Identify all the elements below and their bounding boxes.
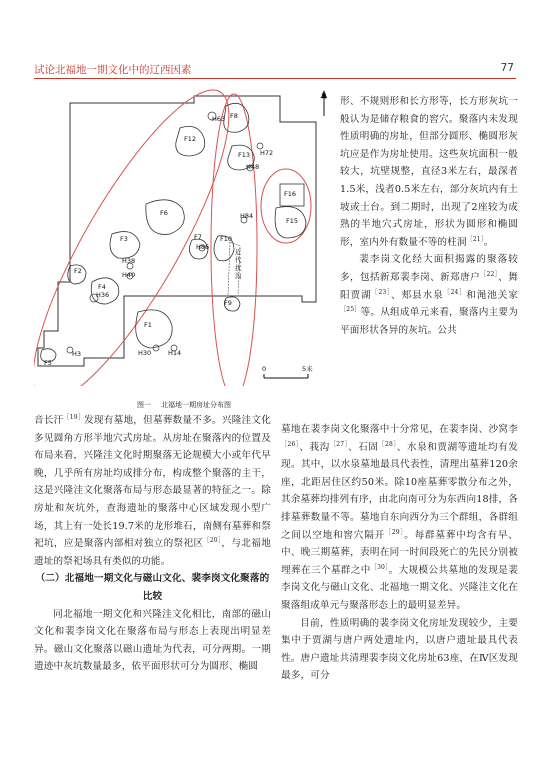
- label-h72: H72: [260, 149, 274, 157]
- label-h40: H40: [122, 271, 136, 279]
- label-f7: F7: [194, 233, 202, 241]
- h30-pit: [153, 345, 159, 351]
- running-header: [34, 58, 516, 78]
- caption-text: 北福地一期房址分布图: [161, 401, 231, 409]
- citation-ref: ［26］: [281, 440, 300, 448]
- citation-ref: ［19］: [63, 413, 85, 421]
- label-f16: F16: [284, 190, 297, 198]
- label-f13: F13: [238, 151, 251, 159]
- text-run: 、莪沟: [299, 441, 330, 453]
- f1-outline: [136, 310, 172, 348]
- label-f15: F15: [286, 217, 299, 225]
- label-modern-ditch: 近代扰沟: [235, 248, 242, 280]
- citation-ref: ［23］: [371, 288, 392, 296]
- right-paragraph-3: [281, 421, 518, 615]
- citation-ref: ［25］: [340, 305, 361, 313]
- header-rule: [34, 78, 516, 79]
- label-f12: F12: [184, 135, 197, 143]
- f6-outline: [146, 200, 184, 235]
- left-paragraph-1: [34, 412, 271, 570]
- citation-ref: ［22］: [480, 270, 499, 278]
- citation-ref: ［28］: [378, 440, 397, 448]
- right-column-bottom: [281, 421, 518, 685]
- text-run: ，与北福地遗址的祭祀场具有类似的功能。: [34, 538, 271, 567]
- label-h48: H48: [246, 163, 260, 171]
- text-run: 裴李岗文化经大面积揭露的聚落较多，包括新郑裴李岗、新郑唐户: [340, 254, 518, 283]
- label-f10: F10: [220, 235, 233, 243]
- label-h3: H3: [72, 350, 82, 358]
- scale-label-0: 0: [262, 365, 267, 373]
- label-f6: F6: [160, 209, 168, 217]
- caption-figure-number: 图一: [137, 401, 151, 409]
- label-h84: H84: [240, 212, 254, 220]
- page-number: 77: [500, 62, 514, 74]
- label-h38: H38: [122, 257, 136, 265]
- text-run: 、石固: [348, 441, 379, 453]
- figure-caption: [34, 400, 334, 410]
- text-run: 、水泉和贾湖等遗址均有发现。其中，以水泉墓地最具代表性，清理出墓葬120余座，北距居住区约50米。除10座墓葬零散分布之外，其余墓葬均排列有序，由北向南可分为东西向18排，各排墓葬数量不等。墓地自东向西分为三个群组，各群组之间以空地和窖穴隔开: [281, 441, 518, 541]
- north-label: 北: [320, 92, 327, 100]
- site-plan-drawing: [34, 86, 334, 386]
- label-f5: F5: [44, 359, 52, 367]
- running-title: 试论北福地一期文化中的辽西因素: [34, 64, 192, 76]
- text-run: 墓地在裴李岗文化聚落中十分常见，在裴李岗、沙窝李: [281, 424, 518, 435]
- label-h36: H36: [96, 291, 110, 299]
- citation-ref: ［27］: [329, 440, 349, 448]
- group-ellipse-center: [211, 94, 260, 386]
- text-run: 。每群墓葬中均含有早、中、晚三期墓葬，表明在同一时间段死亡的先民分别被埋葬在三个墓群之中: [281, 529, 518, 576]
- text-run: 、郏县水泉: [391, 289, 444, 301]
- text-run: 发现有墓地，但墓葬数量不多。兴隆洼文化多见圆角方形半地穴式房址。从房址在聚落内的位置及布局来看，兴隆洼文化时期聚落无论规模大小或年代早晚，几乎所有房址均成排分布，构成整个聚落的主干，这是兴隆洼文化聚落布局与形态最显著的特征之一。除房址和灰坑外，查海遗址的聚落中心区域发现小型广场，其上有一处长19.7米的龙形堆石，南侧有墓葬和祭祀坑，应是聚落内部相对独立的祭祀区: [34, 415, 271, 550]
- scale-label-5m: 5米: [302, 365, 313, 373]
- site-plan-figure: [34, 86, 334, 386]
- left-paragraph-2: 同北福地一期文化和兴隆洼文化相比，南部的磁山文化和裴李岗文化在聚落布局与形态上表现出明显差异。磁山文化聚落以磁山遗址为代表，可分两期。一期遗迹中灰坑数量最多，依平面形状可分为圆形、椭圆: [34, 608, 271, 673]
- text-run: 和渑池关家: [466, 289, 518, 301]
- right-paragraph-4: 目前，性质明确的裴李岗文化房址发现较少，主要集中于贾湖与唐户两处遗址内，以唐户遗址最具代表性。唐户遗址共清理裴李岗文化房址63座，在Ⅳ区发现最多，可分: [281, 617, 518, 682]
- section-subheading: （二）北福地一期文化与磁山文化、裴李岗文化聚落的比较: [35, 573, 270, 602]
- citation-ref: ［29］: [385, 528, 405, 536]
- label-f1: F1: [144, 321, 152, 329]
- label-h14: H14: [168, 349, 182, 357]
- right-column-top: [340, 93, 518, 339]
- citation-ref: ［24］: [443, 288, 467, 296]
- left-column-bottom: [34, 412, 271, 676]
- excavation-boundary: [38, 96, 316, 366]
- text-run: 音长汗: [34, 415, 64, 426]
- citation-ref: ［30］: [370, 563, 389, 571]
- label-h30: H30: [138, 349, 152, 357]
- text-run: 、舞阳贾湖: [340, 271, 518, 301]
- label-f3: F3: [120, 235, 128, 243]
- label-f8: F8: [230, 112, 238, 120]
- citation-ref: ［20］: [203, 536, 222, 544]
- label-f2: F2: [74, 267, 82, 275]
- right-paragraph-2: [340, 251, 518, 339]
- label-h63: H63: [212, 115, 226, 123]
- label-f4: F4: [98, 283, 106, 291]
- right-paragraph-1: 形、不规则形和长方形等，长方形灰坑一般认为是储存粮食的窖穴。聚落内未发现性质明确的房址，但部分圆形、椭圆形灰坑应是作为房址使用。这些灰坑面积一般较大，坑壁规整，直径3米左右，最深者1.5米，浅者0.5米左右，部分灰坑内有土坡或土台。到二期时，出现了2座较为成熟的半地穴式房址，形状为圆形和椭圆形，室内外有数量不等的柱洞$^{[21]}$。: [340, 96, 518, 248]
- label-f9: F9: [224, 299, 232, 307]
- text-run: 等。从组成单元来看，聚落内主要为平面形状各异的灰坑。公共: [340, 307, 518, 336]
- text-run: 。大规模公共墓地的发现是裴李岗文化与磁山文化、北福地一期文化、兴隆洼文化在聚落组成单元与聚落形态上的最明显差异。: [281, 564, 518, 611]
- label-h86: H86: [196, 243, 210, 251]
